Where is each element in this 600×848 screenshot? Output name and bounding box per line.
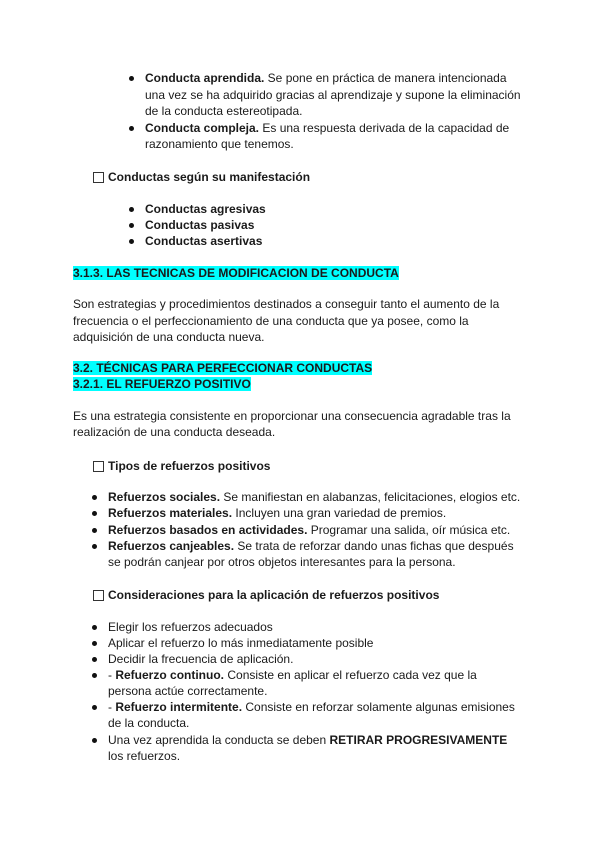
list-item-line <box>108 538 514 554</box>
item-text: Decidir la frecuencia de aplicación. <box>108 652 294 666</box>
bullet-icon <box>92 511 97 516</box>
checkbox-icon <box>93 461 104 472</box>
bullet-icon <box>129 207 134 212</box>
section-consideraciones <box>108 587 439 603</box>
item-text: Se trata de reforzar dando unas fichas que después <box>234 539 514 553</box>
paragraph-text: realización de una conducta deseada. <box>73 425 276 439</box>
item-prefix: - <box>108 668 116 682</box>
section-consideraciones-text: Consideraciones para la aplicación de refuerzos positivos <box>108 588 440 602</box>
bullet-icon <box>92 641 97 646</box>
paragraph-line <box>73 424 275 440</box>
paragraph-line <box>73 313 469 329</box>
paragraph-line <box>73 296 499 312</box>
heading-3-1-3 <box>73 265 399 281</box>
item-prefix: - <box>108 700 116 714</box>
item-text: se podrán canjear por otros objetos interesantes para la persona. <box>108 555 456 569</box>
bullet-icon <box>129 126 134 131</box>
bullet-icon <box>92 528 97 533</box>
list-item-line <box>108 505 446 521</box>
list-item-line <box>145 87 521 103</box>
item-bold-label: Refuerzo intermitente. <box>115 700 243 714</box>
item-text: Consiste en reforzar solamente algunas emisiones <box>242 700 515 714</box>
list-item-line <box>108 748 180 764</box>
list-item-line <box>108 683 267 699</box>
item-bold-label: Refuerzos sociales. <box>108 490 221 504</box>
item-bold-label: Refuerzos canjeables. <box>108 539 235 553</box>
paragraph-line <box>73 329 264 345</box>
paragraph-line <box>73 408 511 424</box>
item-text: Programar una salida, oír música etc. <box>307 523 511 537</box>
item-text: razonamiento que tenemos. <box>145 137 294 151</box>
list-item-line <box>108 619 273 635</box>
paragraph-text: frecuencia o el perfeccionamiento de una conducta que ya posee, como la <box>73 314 469 328</box>
bullet-icon <box>92 738 97 743</box>
item-text: de la conducta. <box>108 716 190 730</box>
list-item-line <box>108 715 189 731</box>
item-bold-label: Refuerzo continuo. <box>115 668 225 682</box>
paragraph-text: Son estrategias y procedimientos destinados a conseguir tanto el aumento de la <box>73 297 500 311</box>
list-item <box>145 217 254 233</box>
item-text: Elegir los refuerzos adecuados <box>108 620 273 634</box>
list-item-line <box>145 103 302 119</box>
item-text: persona actúe correctamente. <box>108 684 268 698</box>
item-text: Es una respuesta derivada de la capacidad de <box>259 121 510 135</box>
heading-3-2 <box>73 360 372 376</box>
section-conductas-manifestacion <box>108 169 310 185</box>
item-text: los refuerzos. <box>108 749 181 763</box>
list-item <box>145 233 262 249</box>
heading-3-2-1 <box>73 376 251 392</box>
item-text: Aplicar el refuerzo lo más inmediatamente posible <box>108 636 374 650</box>
list-item-line <box>108 522 510 538</box>
bullet-icon <box>92 705 97 710</box>
bullet-icon <box>92 495 97 500</box>
item-text: Incluyen una gran variedad de premios. <box>232 506 447 520</box>
list-item-line <box>108 699 515 715</box>
heading-3-1-3-text: 3.1.3. LAS TECNICAS DE MODIFICACION DE CONDUCTA <box>73 266 399 280</box>
heading-3-2-text: 3.2. TÉCNICAS PARA PERFECCIONAR CONDUCTAS <box>73 361 373 375</box>
section-conductas-manifestacion-text: Conductas según su manifestación <box>108 170 311 184</box>
bullet-icon <box>92 544 97 549</box>
list-item-line <box>108 489 520 505</box>
section-tipos-refuerzos <box>108 458 270 474</box>
item-text: Consiste en aplicar el refuerzo cada vez que la <box>224 668 477 682</box>
list-item-line <box>108 667 477 683</box>
item-text: de la conducta estereotipada. <box>145 104 303 118</box>
bullet-icon <box>129 76 134 81</box>
list-item-line <box>108 732 507 748</box>
list-item-line <box>145 70 507 86</box>
item-text: una vez se ha adquirido gracias al aprendizaje y supone la eliminación <box>145 88 521 102</box>
paragraph-text: adquisición de una conducta nueva. <box>73 330 265 344</box>
item-bold-label: Conducta aprendida. <box>145 71 265 85</box>
item-text: Se pone en práctica de manera intencionada <box>264 71 507 85</box>
item-text: Se manifiestan en alabanzas, felicitaciones, elogios etc. <box>220 490 521 504</box>
bullet-icon <box>92 657 97 662</box>
list-item-line <box>145 120 509 136</box>
bullet-icon <box>129 223 134 228</box>
item-bold-label: Conducta compleja. <box>145 121 260 135</box>
item-bold-label: RETIRAR PROGRESIVAMENTE <box>329 733 508 747</box>
item-bold-label: Refuerzos materiales. <box>108 506 233 520</box>
item-prefix: Una vez aprendida la conducta se deben <box>108 733 330 747</box>
list-item-line <box>108 635 373 651</box>
bullet-icon <box>92 625 97 630</box>
list-item-line <box>145 136 294 152</box>
item-bold-label: Refuerzos basados en actividades. <box>108 523 308 537</box>
item-text: Conductas pasivas <box>145 218 255 232</box>
item-text: Conductas asertivas <box>145 234 263 248</box>
item-text: Conductas agresivas <box>145 202 266 216</box>
paragraph-text: Es una estrategia consistente en proporcionar una consecuencia agradable tras la <box>73 409 511 423</box>
list-item-line <box>108 554 456 570</box>
heading-3-2-1-text: 3.2.1. EL REFUERZO POSITIVO <box>73 377 251 391</box>
list-item-line <box>108 651 293 667</box>
list-item <box>145 201 266 217</box>
section-tipos-refuerzos-text: Tipos de refuerzos positivos <box>108 459 271 473</box>
bullet-icon <box>92 673 97 678</box>
bullet-icon <box>129 239 134 244</box>
checkbox-icon <box>93 172 104 183</box>
checkbox-icon <box>93 590 104 601</box>
